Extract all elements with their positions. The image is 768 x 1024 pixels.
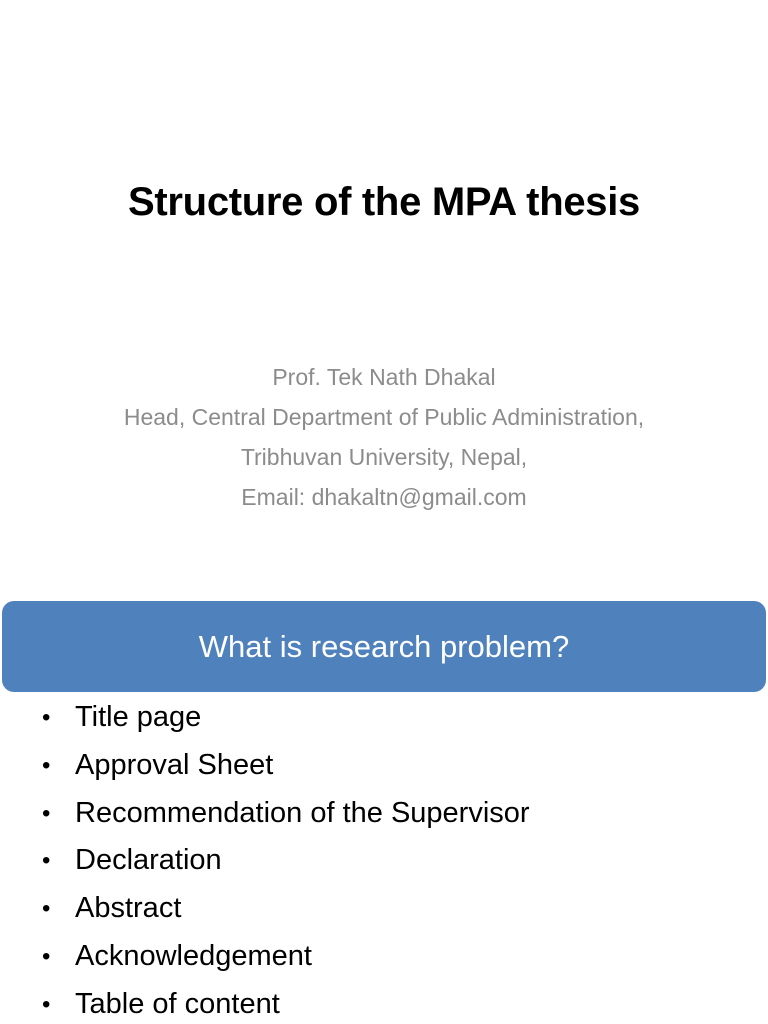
bullet-icon: • <box>42 942 51 970</box>
list-item-text: Title page <box>75 701 202 733</box>
author-email: Email: dhakaltn@gmail.com <box>241 484 527 510</box>
list-item <box>0 742 768 790</box>
bullet-icon: • <box>42 895 51 923</box>
thesis-structure-list <box>0 694 768 1024</box>
bullet-icon: • <box>42 704 51 731</box>
list-item-text: Recommendation of the Supervisor <box>75 796 530 829</box>
author-info <box>0 357 768 517</box>
list-item-text: Approval Sheet <box>75 748 274 781</box>
list-item <box>0 837 768 885</box>
bullet-icon: • <box>42 751 51 779</box>
author-position: Head, Central Department of Public Administration, <box>123 404 645 430</box>
list-item-text: Declaration <box>75 844 222 877</box>
list-item <box>0 981 768 1024</box>
list-item <box>0 933 768 981</box>
list-item <box>0 790 768 838</box>
bullet-icon: • <box>42 990 51 1018</box>
section-heading-banner <box>2 601 766 692</box>
slide-title: Structure of the MPA thesis <box>128 180 640 224</box>
list-item-text: Acknowledgement <box>75 939 312 972</box>
bullet-icon: • <box>42 847 51 875</box>
section-heading: What is research problem? <box>198 628 570 664</box>
author-university: Tribhuvan University, Nepal, <box>240 444 528 470</box>
list-item-text: Abstract <box>75 892 182 925</box>
list-item <box>0 885 768 933</box>
list-item <box>0 694 768 742</box>
list-item-text: Table of content <box>75 987 280 1020</box>
bullet-icon: • <box>42 799 51 827</box>
author-name: Prof. Tek Nath Dhakal <box>272 364 496 390</box>
